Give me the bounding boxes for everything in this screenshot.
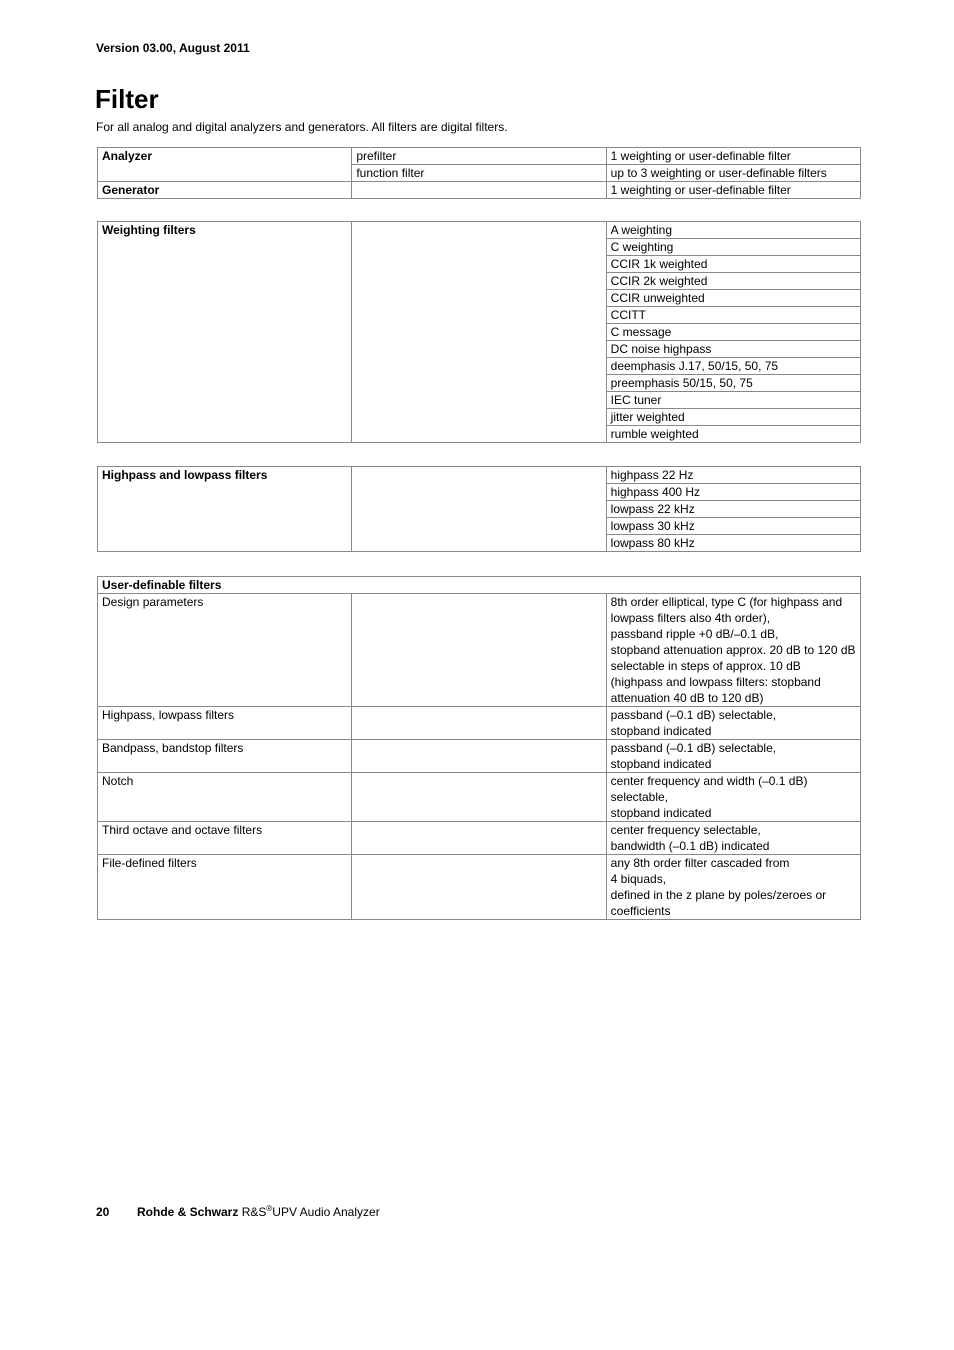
registered-mark: ® (266, 1204, 273, 1213)
hplp-item: highpass 400 Hz (606, 484, 860, 501)
product-name: UPV Audio Analyzer (272, 1205, 380, 1219)
user-row-name: Third octave and octave filters (98, 822, 352, 855)
function-filter-label: function filter (352, 165, 606, 182)
table-row (98, 822, 861, 855)
table-row (98, 773, 861, 822)
weighting-filters-table (97, 221, 861, 443)
prefilter-desc: 1 weighting or user-definable filter (606, 148, 860, 165)
empty-cell (352, 707, 606, 740)
weighting-label: Weighting filters (98, 222, 352, 443)
page-footer (96, 1204, 380, 1219)
weighting-item: deemphasis J.17, 50/15, 50, 75 (606, 358, 860, 375)
weighting-item: CCIR 1k weighted (606, 256, 860, 273)
table-row (98, 467, 861, 484)
weighting-item: C message (606, 324, 860, 341)
user-row-value: passband (–0.1 dB) selectable, stopband indicated (606, 707, 860, 740)
user-row-name: Notch (98, 773, 352, 822)
user-row-name: Bandpass, bandstop filters (98, 740, 352, 773)
weighting-item: CCIR unweighted (606, 290, 860, 307)
intro-text: For all analog and digital analyzers and generators. All filters are digital filters. (96, 120, 508, 134)
hplp-item: lowpass 80 kHz (606, 535, 860, 552)
user-row-name: Design parameters (98, 594, 352, 707)
user-row-value: any 8th order filter cascaded from 4 biquads, defined in the z plane by poles/zeroes or coefficients (606, 855, 860, 920)
weighting-item: CCITT (606, 307, 860, 324)
prefilter-label: prefilter (352, 148, 606, 165)
table-row (98, 577, 861, 594)
table-row (98, 222, 861, 239)
empty-cell (352, 740, 606, 773)
empty-cell (352, 773, 606, 822)
hplp-item: lowpass 30 kHz (606, 518, 860, 535)
empty-cell (352, 467, 606, 552)
user-row-value: center frequency and width (–0.1 dB) selectable, stopband indicated (606, 773, 860, 822)
function-filter-desc: up to 3 weighting or user-definable filters (606, 165, 860, 182)
user-definable-table (97, 576, 861, 920)
weighting-item: C weighting (606, 239, 860, 256)
hplp-label: Highpass and lowpass filters (98, 467, 352, 552)
weighting-item: IEC tuner (606, 392, 860, 409)
empty-cell (352, 822, 606, 855)
empty-cell (352, 855, 606, 920)
analyzer-label: Analyzer (98, 148, 352, 182)
hplp-item: highpass 22 Hz (606, 467, 860, 484)
table-row (98, 707, 861, 740)
weighting-item: jitter weighted (606, 409, 860, 426)
weighting-item: preemphasis 50/15, 50, 75 (606, 375, 860, 392)
table-row (98, 594, 861, 707)
page-title: Filter (95, 84, 159, 114)
weighting-item: rumble weighted (606, 426, 860, 443)
weighting-item: CCIR 2k weighted (606, 273, 860, 290)
version-header: Version 03.00, August 2011 (96, 41, 250, 55)
table-row (98, 182, 861, 199)
weighting-item: DC noise highpass (606, 341, 860, 358)
generator-label: Generator (98, 182, 352, 199)
hplp-item: lowpass 22 kHz (606, 501, 860, 518)
table-row (98, 855, 861, 920)
company-name: Rohde & Schwarz (137, 1205, 239, 1219)
empty-cell (352, 594, 606, 707)
user-row-name: File-defined filters (98, 855, 352, 920)
empty-cell (352, 222, 606, 443)
table-row (98, 740, 861, 773)
user-row-value: center frequency selectable, bandwidth (–0.1 dB) indicated (606, 822, 860, 855)
highpass-lowpass-table (97, 466, 861, 552)
page-number: 20 (96, 1205, 110, 1219)
generator-desc: 1 weighting or user-definable filter (606, 182, 860, 199)
user-row-name: Highpass, lowpass filters (98, 707, 352, 740)
weighting-item: A weighting (606, 222, 860, 239)
user-row-value: passband (–0.1 dB) selectable, stopband indicated (606, 740, 860, 773)
user-label: User-definable filters (98, 577, 861, 594)
table-row (98, 148, 861, 165)
user-row-value: 8th order elliptical, type C (for highpass and lowpass filters also 4th order), passband ripple +0 dB/–0.1 dB, stopband attenuation approx. 20 dB to 120 dB selectable in steps of approx. 10 dB (highpass and lowpass filters: stopband attenuation 40 dB to 120 dB) (606, 594, 860, 707)
product-prefix: R&S (241, 1205, 267, 1219)
empty-cell (352, 182, 606, 199)
analyzer-generator-table (97, 147, 861, 199)
